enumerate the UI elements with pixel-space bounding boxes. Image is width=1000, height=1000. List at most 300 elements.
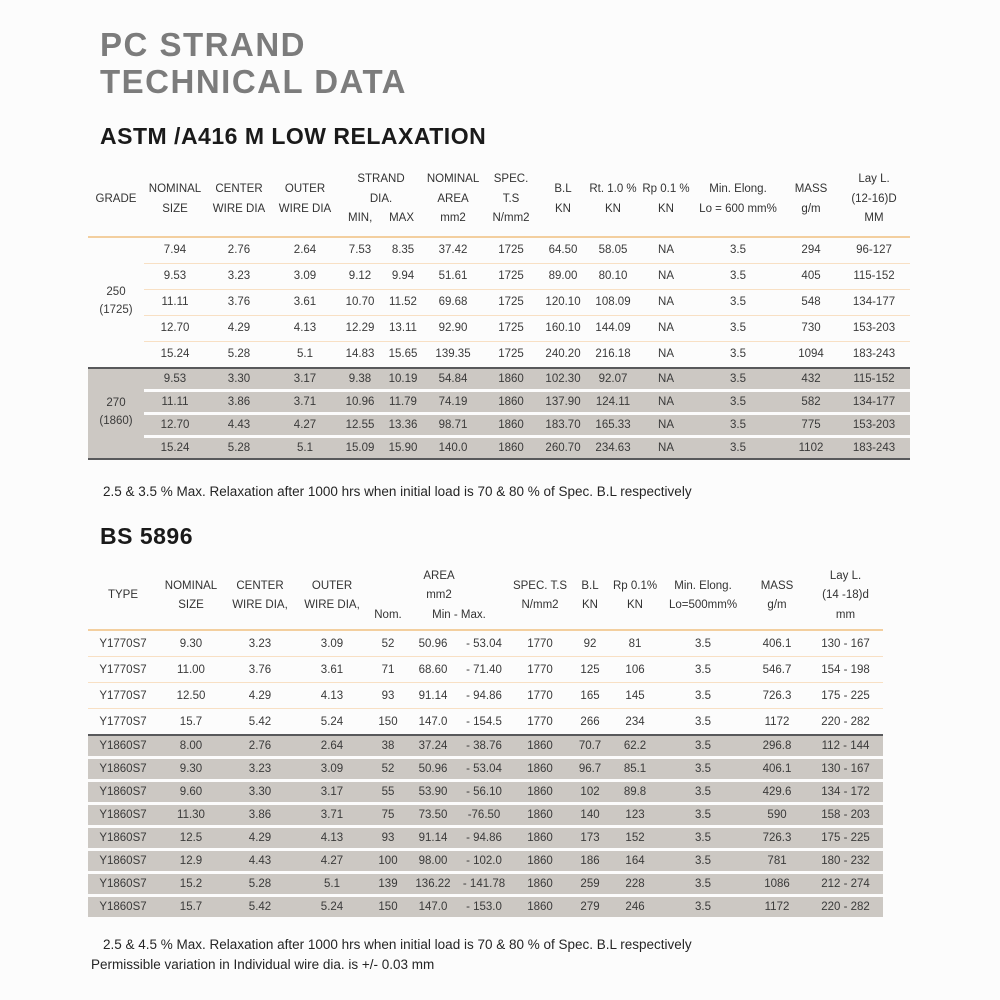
table-cell: 137.90 bbox=[540, 390, 586, 413]
table-cell: 62.2 bbox=[610, 735, 660, 758]
table-cell: 96.7 bbox=[570, 758, 610, 781]
table-cell: 50.96 bbox=[408, 630, 458, 657]
table-cell: 158 - 203 bbox=[808, 804, 883, 827]
table-row bbox=[88, 804, 883, 827]
table-cell: 726.3 bbox=[746, 827, 808, 850]
table-cell: 134-177 bbox=[838, 390, 910, 413]
table-cell: 69.68 bbox=[424, 289, 482, 315]
table-row bbox=[88, 735, 883, 758]
table-cell: 92.90 bbox=[424, 315, 482, 341]
table-row bbox=[88, 315, 910, 341]
col-type: TYPE bbox=[88, 563, 158, 630]
table-cell: 3.5 bbox=[660, 781, 746, 804]
table-cell: 220 - 282 bbox=[808, 709, 883, 736]
bs-footnote-2: Permissible variation in Individual wire dia. is +/- 0.03 mm bbox=[91, 956, 435, 972]
table-cell: 5.28 bbox=[224, 873, 296, 896]
table-cell: 98.00 bbox=[408, 850, 458, 873]
table-cell: 15.24 bbox=[144, 341, 206, 368]
table-cell: 100 bbox=[368, 850, 408, 873]
table-cell: 11.11 bbox=[144, 390, 206, 413]
table-cell: 120.10 bbox=[540, 289, 586, 315]
table-cell: 3.5 bbox=[692, 289, 784, 315]
table-cell: 548 bbox=[784, 289, 838, 315]
table-cell: 3.86 bbox=[206, 390, 272, 413]
table-cell: 53.90 bbox=[408, 781, 458, 804]
table-cell: 220 - 282 bbox=[808, 896, 883, 918]
table-cell: - 102.0 bbox=[458, 850, 510, 873]
table-cell: 93 bbox=[368, 827, 408, 850]
table-cell: 3.5 bbox=[660, 709, 746, 736]
table-cell: 9.53 bbox=[144, 263, 206, 289]
table-cell: 15.7 bbox=[158, 896, 224, 918]
table-cell: 10.70 bbox=[338, 289, 382, 315]
table-cell: 180 - 232 bbox=[808, 850, 883, 873]
table-row bbox=[88, 873, 883, 896]
table-cell: 3.23 bbox=[224, 630, 296, 657]
table-cell: 175 - 225 bbox=[808, 683, 883, 709]
table-cell: 1860 bbox=[510, 827, 570, 850]
col-center-wire-dia: CENTER WIRE DIA bbox=[206, 164, 272, 237]
table-cell: 52 bbox=[368, 758, 408, 781]
table-cell: 726.3 bbox=[746, 683, 808, 709]
table-cell: 3.61 bbox=[296, 657, 368, 683]
table-cell: 1725 bbox=[482, 237, 540, 264]
grade-line: (1725) bbox=[99, 304, 133, 317]
grade-line: 270 bbox=[106, 397, 126, 410]
table-cell: 3.09 bbox=[296, 758, 368, 781]
table-cell: 3.5 bbox=[660, 758, 746, 781]
table-cell: Y1770S7 bbox=[88, 630, 158, 657]
table-cell: 75 bbox=[368, 804, 408, 827]
table-cell: Y1860S7 bbox=[88, 850, 158, 873]
table-row bbox=[88, 390, 910, 413]
table-cell: 7.53 bbox=[338, 237, 382, 264]
table-cell: 183.70 bbox=[540, 413, 586, 436]
col-outer-wire-dia: OUTER WIRE DIA, bbox=[296, 563, 368, 630]
table-cell: 3.5 bbox=[692, 315, 784, 341]
table-cell: 260.70 bbox=[540, 436, 586, 459]
table-cell: 1860 bbox=[510, 873, 570, 896]
table-row bbox=[88, 413, 910, 436]
table-cell: NA bbox=[640, 390, 692, 413]
table-cell: 130 - 167 bbox=[808, 758, 883, 781]
table-cell: 15.90 bbox=[382, 436, 424, 459]
table-cell: 144.09 bbox=[586, 315, 640, 341]
table-row bbox=[88, 289, 910, 315]
col-bl: B.L KN bbox=[540, 164, 586, 237]
col-outer-wire-dia: OUTER WIRE DIA bbox=[272, 164, 338, 237]
table-cell: 3.61 bbox=[272, 289, 338, 315]
table-cell: 406.1 bbox=[746, 758, 808, 781]
table-cell: Y1770S7 bbox=[88, 657, 158, 683]
table-cell: 14.83 bbox=[338, 341, 382, 368]
table-cell: 1770 bbox=[510, 657, 570, 683]
table-cell: 234 bbox=[610, 709, 660, 736]
table-cell: 1102 bbox=[784, 436, 838, 459]
table-cell: 1860 bbox=[482, 413, 540, 436]
table-cell: 11.11 bbox=[144, 289, 206, 315]
col-nominal-area: NOMINAL AREA mm2 bbox=[424, 164, 482, 237]
table-cell: 1725 bbox=[482, 341, 540, 368]
table-cell: 1770 bbox=[510, 683, 570, 709]
grade-cell bbox=[88, 368, 144, 459]
table-cell: 3.5 bbox=[692, 390, 784, 413]
table-cell: - 154.5 bbox=[458, 709, 510, 736]
table-cell: 89.00 bbox=[540, 263, 586, 289]
table-cell: 3.5 bbox=[692, 413, 784, 436]
table-cell: Y1860S7 bbox=[88, 758, 158, 781]
astm-table bbox=[88, 164, 910, 460]
table-cell: 89.8 bbox=[610, 781, 660, 804]
table-cell: 3.09 bbox=[296, 630, 368, 657]
table-cell: Y1860S7 bbox=[88, 896, 158, 918]
table-cell: 1860 bbox=[510, 896, 570, 918]
table-cell: 92 bbox=[570, 630, 610, 657]
table-cell: 13.36 bbox=[382, 413, 424, 436]
table-cell: 10.19 bbox=[382, 368, 424, 391]
table-cell: 4.13 bbox=[272, 315, 338, 341]
table-cell: 546.7 bbox=[746, 657, 808, 683]
table-cell: 3.5 bbox=[660, 873, 746, 896]
table-cell: 11.52 bbox=[382, 289, 424, 315]
table-cell: 115-152 bbox=[838, 263, 910, 289]
grade-line: (1860) bbox=[99, 415, 133, 428]
table-cell: 183-243 bbox=[838, 436, 910, 459]
col-lay-length: Lay L. (14 -18)d mm bbox=[808, 563, 883, 630]
table-cell: 3.17 bbox=[296, 781, 368, 804]
table-cell: 124.11 bbox=[586, 390, 640, 413]
table-cell: 12.70 bbox=[144, 315, 206, 341]
table-cell: 8.00 bbox=[158, 735, 224, 758]
table-cell: 150 bbox=[368, 896, 408, 918]
table-cell: 102 bbox=[570, 781, 610, 804]
table-cell: 1860 bbox=[510, 735, 570, 758]
table-cell: 5.24 bbox=[296, 709, 368, 736]
table-cell: 139 bbox=[368, 873, 408, 896]
table-cell: 13.11 bbox=[382, 315, 424, 341]
table-cell: 108.09 bbox=[586, 289, 640, 315]
table-cell: 11.30 bbox=[158, 804, 224, 827]
table-cell: 1770 bbox=[510, 709, 570, 736]
table-cell: 147.0 bbox=[408, 896, 458, 918]
grade-cell bbox=[88, 237, 144, 368]
table-cell: 147.0 bbox=[408, 709, 458, 736]
table-row bbox=[88, 850, 883, 873]
table-cell: 3.5 bbox=[660, 850, 746, 873]
table-cell: - 141.78 bbox=[458, 873, 510, 896]
table-cell: 134 - 172 bbox=[808, 781, 883, 804]
table-cell: 58.05 bbox=[586, 237, 640, 264]
col-spec-ts: SPEC. T.S N/mm2 bbox=[482, 164, 540, 237]
table-cell: 15.2 bbox=[158, 873, 224, 896]
astm-header-row bbox=[88, 164, 910, 237]
table-cell: Y1860S7 bbox=[88, 827, 158, 850]
table-cell: NA bbox=[640, 341, 692, 368]
table-cell: - 71.40 bbox=[458, 657, 510, 683]
table-cell: 3.17 bbox=[272, 368, 338, 391]
table-cell: 3.86 bbox=[224, 804, 296, 827]
table-cell: 3.5 bbox=[660, 804, 746, 827]
page-title bbox=[0, 0, 1000, 101]
table-cell: NA bbox=[640, 263, 692, 289]
table-cell: 5.24 bbox=[296, 896, 368, 918]
table-cell: - 38.76 bbox=[458, 735, 510, 758]
astm-footnote: 2.5 & 3.5 % Max. Relaxation after 1000 hrs when initial load is 70 & 80 % of Spec. B.L respectively bbox=[103, 483, 692, 499]
table-cell: 266 bbox=[570, 709, 610, 736]
col-rp: Rp 0.1% KN bbox=[610, 563, 660, 630]
table-cell: 590 bbox=[746, 804, 808, 827]
col-mass: MASS g/m bbox=[784, 164, 838, 237]
table-cell: Y1860S7 bbox=[88, 804, 158, 827]
table-cell: 123 bbox=[610, 804, 660, 827]
table-cell: 1172 bbox=[746, 709, 808, 736]
table-cell: 3.30 bbox=[206, 368, 272, 391]
table-cell: 1086 bbox=[746, 873, 808, 896]
col-bl: B.L KN bbox=[570, 563, 610, 630]
table-cell: 165.33 bbox=[586, 413, 640, 436]
table-cell: -76.50 bbox=[458, 804, 510, 827]
table-cell: 3.23 bbox=[224, 758, 296, 781]
table-cell: NA bbox=[640, 368, 692, 391]
table-cell: 5.28 bbox=[206, 341, 272, 368]
table-cell: 12.50 bbox=[158, 683, 224, 709]
table-cell: 2.64 bbox=[296, 735, 368, 758]
table-cell: 150 bbox=[368, 709, 408, 736]
table-cell: 1860 bbox=[482, 390, 540, 413]
table-cell: 781 bbox=[746, 850, 808, 873]
table-cell: 10.96 bbox=[338, 390, 382, 413]
table-cell: 1860 bbox=[510, 758, 570, 781]
table-row bbox=[88, 368, 910, 391]
table-cell: 4.13 bbox=[296, 827, 368, 850]
table-cell: 115-152 bbox=[838, 368, 910, 391]
table-cell: 11.00 bbox=[158, 657, 224, 683]
table-cell: 4.29 bbox=[206, 315, 272, 341]
table-cell: 1860 bbox=[510, 804, 570, 827]
table-cell: 1172 bbox=[746, 896, 808, 918]
table-row bbox=[88, 827, 883, 850]
col-rt: Rt. 1.0 % KN bbox=[586, 164, 640, 237]
table-cell: - 53.04 bbox=[458, 630, 510, 657]
table-row bbox=[88, 758, 883, 781]
table-cell: 154 - 198 bbox=[808, 657, 883, 683]
col-strand-dia: STRAND DIA. MIN, MAX bbox=[338, 164, 424, 237]
table-cell: 140.0 bbox=[424, 436, 482, 459]
col-nominal-size: NOMINAL SIZE bbox=[144, 164, 206, 237]
table-cell: - 94.86 bbox=[458, 827, 510, 850]
table-cell: 140 bbox=[570, 804, 610, 827]
table-cell: NA bbox=[640, 436, 692, 459]
page-title-line1: PC STRAND bbox=[100, 26, 307, 63]
table-cell: 9.30 bbox=[158, 758, 224, 781]
col-spec-ts: SPEC. T.S N/mm2 bbox=[510, 563, 570, 630]
table-cell: NA bbox=[640, 315, 692, 341]
col-min-elong: Min. Elong. Lo=500mm% bbox=[660, 563, 746, 630]
table-cell: 7.94 bbox=[144, 237, 206, 264]
table-cell: 9.12 bbox=[338, 263, 382, 289]
table-cell: 71 bbox=[368, 657, 408, 683]
bs-table-header bbox=[88, 563, 883, 630]
table-cell: 2.76 bbox=[206, 237, 272, 264]
table-cell: 12.9 bbox=[158, 850, 224, 873]
table-cell: 93 bbox=[368, 683, 408, 709]
table-cell: 153-203 bbox=[838, 315, 910, 341]
table-cell: 1725 bbox=[482, 263, 540, 289]
table-row bbox=[88, 341, 910, 368]
table-cell: 12.5 bbox=[158, 827, 224, 850]
table-cell: 183-243 bbox=[838, 341, 910, 368]
table-cell: 3.71 bbox=[272, 390, 338, 413]
table-cell: 2.76 bbox=[224, 735, 296, 758]
table-cell: 730 bbox=[784, 315, 838, 341]
table-cell: 294 bbox=[784, 237, 838, 264]
table-cell: 3.30 bbox=[224, 781, 296, 804]
table-cell: 85.1 bbox=[610, 758, 660, 781]
table-cell: - 94.86 bbox=[458, 683, 510, 709]
table-row bbox=[88, 781, 883, 804]
table-cell: 212 - 274 bbox=[808, 873, 883, 896]
table-cell: 3.5 bbox=[692, 341, 784, 368]
table-cell: 228 bbox=[610, 873, 660, 896]
table-cell: 5.42 bbox=[224, 896, 296, 918]
table-cell: 125 bbox=[570, 657, 610, 683]
table-cell: 5.1 bbox=[272, 341, 338, 368]
table-cell: 246 bbox=[610, 896, 660, 918]
table-row bbox=[88, 657, 883, 683]
table-cell: 3.5 bbox=[660, 683, 746, 709]
table-cell: 1860 bbox=[482, 436, 540, 459]
table-cell: 15.7 bbox=[158, 709, 224, 736]
table-cell: 4.27 bbox=[296, 850, 368, 873]
col-area: AREA mm2 Nom. Min - Max. bbox=[368, 563, 510, 630]
table-cell: Y1860S7 bbox=[88, 781, 158, 804]
table-cell: 775 bbox=[784, 413, 838, 436]
table-cell: 3.23 bbox=[206, 263, 272, 289]
table-cell: 3.76 bbox=[224, 657, 296, 683]
table-cell: 4.29 bbox=[224, 683, 296, 709]
table-cell: 145 bbox=[610, 683, 660, 709]
table-cell: 8.35 bbox=[382, 237, 424, 264]
table-cell: 11.79 bbox=[382, 390, 424, 413]
table-cell: - 153.0 bbox=[458, 896, 510, 918]
bs-footnote-1: 2.5 & 4.5 % Max. Relaxation after 1000 hrs when initial load is 70 & 80 % of Spec. B.L respectively bbox=[103, 937, 692, 953]
table-cell: 91.14 bbox=[408, 683, 458, 709]
table-cell: 52 bbox=[368, 630, 408, 657]
page-title-line2: TECHNICAL DATA bbox=[100, 63, 407, 101]
table-cell: NA bbox=[640, 237, 692, 264]
table-cell: 102.30 bbox=[540, 368, 586, 391]
table-cell: 173 bbox=[570, 827, 610, 850]
table-cell: Y1860S7 bbox=[88, 735, 158, 758]
grade-line: 250 bbox=[106, 286, 126, 299]
astm-table-header bbox=[88, 164, 910, 237]
table-cell: 70.7 bbox=[570, 735, 610, 758]
table-cell: 3.5 bbox=[660, 735, 746, 758]
table-cell: 12.70 bbox=[144, 413, 206, 436]
table-cell: 240.20 bbox=[540, 341, 586, 368]
table-cell: 4.43 bbox=[206, 413, 272, 436]
table-cell: - 56.10 bbox=[458, 781, 510, 804]
table-cell: 96-127 bbox=[838, 237, 910, 264]
table-cell: 54.84 bbox=[424, 368, 482, 391]
table-cell: 1094 bbox=[784, 341, 838, 368]
table-cell: Y1770S7 bbox=[88, 709, 158, 736]
col-mass: MASS g/m bbox=[746, 563, 808, 630]
table-cell: 4.29 bbox=[224, 827, 296, 850]
table-cell: 165 bbox=[570, 683, 610, 709]
table-cell: 9.53 bbox=[144, 368, 206, 391]
table-cell: 15.65 bbox=[382, 341, 424, 368]
table-cell: 91.14 bbox=[408, 827, 458, 850]
table-cell: 2.64 bbox=[272, 237, 338, 264]
table-cell: 153-203 bbox=[838, 413, 910, 436]
table-cell: 432 bbox=[784, 368, 838, 391]
table-cell: 5.28 bbox=[206, 436, 272, 459]
table-cell: 582 bbox=[784, 390, 838, 413]
table-cell: 98.71 bbox=[424, 413, 482, 436]
table-cell: 234.63 bbox=[586, 436, 640, 459]
col-nominal-size: NOMINAL SIZE bbox=[158, 563, 224, 630]
table-cell: 80.10 bbox=[586, 263, 640, 289]
table-cell: 4.27 bbox=[272, 413, 338, 436]
table-cell: 1860 bbox=[510, 850, 570, 873]
table-cell: 68.60 bbox=[408, 657, 458, 683]
table-cell: 3.5 bbox=[692, 263, 784, 289]
table-row bbox=[88, 263, 910, 289]
table-cell: 130 - 167 bbox=[808, 630, 883, 657]
table-cell: 50.96 bbox=[408, 758, 458, 781]
table-cell: 259 bbox=[570, 873, 610, 896]
table-cell: 1770 bbox=[510, 630, 570, 657]
table-row bbox=[88, 237, 910, 264]
table-cell: 405 bbox=[784, 263, 838, 289]
bs-header-row bbox=[88, 563, 883, 630]
table-cell: 175 - 225 bbox=[808, 827, 883, 850]
table-cell: 3.09 bbox=[272, 263, 338, 289]
table-cell: 55 bbox=[368, 781, 408, 804]
table-cell: - 53.04 bbox=[458, 758, 510, 781]
table-cell: 152 bbox=[610, 827, 660, 850]
table-cell: 5.1 bbox=[296, 873, 368, 896]
col-area-sub: Nom. Min - Max. bbox=[374, 608, 486, 621]
table-cell: 1725 bbox=[482, 289, 540, 315]
astm-heading: ASTM /A416 M LOW RELAXATION bbox=[100, 122, 487, 149]
table-cell: 106 bbox=[610, 657, 660, 683]
table-cell: 92.07 bbox=[586, 368, 640, 391]
table-cell: 3.5 bbox=[692, 368, 784, 391]
col-center-wire-dia: CENTER WIRE DIA, bbox=[224, 563, 296, 630]
table-cell: 1860 bbox=[510, 781, 570, 804]
table-cell: NA bbox=[640, 413, 692, 436]
table-cell: 9.38 bbox=[338, 368, 382, 391]
table-cell: 164 bbox=[610, 850, 660, 873]
table-cell: 5.42 bbox=[224, 709, 296, 736]
col-min-elong: Min. Elong. Lo = 600 mm% bbox=[692, 164, 784, 237]
table-cell: 3.5 bbox=[692, 436, 784, 459]
bs-heading: BS 5896 bbox=[100, 523, 194, 550]
table-cell: 73.50 bbox=[408, 804, 458, 827]
table-cell: 12.55 bbox=[338, 413, 382, 436]
table-cell: 3.5 bbox=[660, 827, 746, 850]
table-cell: 37.24 bbox=[408, 735, 458, 758]
table-cell: 216.18 bbox=[586, 341, 640, 368]
table-cell: 51.61 bbox=[424, 263, 482, 289]
table-cell: 134-177 bbox=[838, 289, 910, 315]
table-cell: 3.5 bbox=[660, 630, 746, 657]
table-cell: 1725 bbox=[482, 315, 540, 341]
table-cell: 3.5 bbox=[692, 237, 784, 264]
table-cell: 38 bbox=[368, 735, 408, 758]
